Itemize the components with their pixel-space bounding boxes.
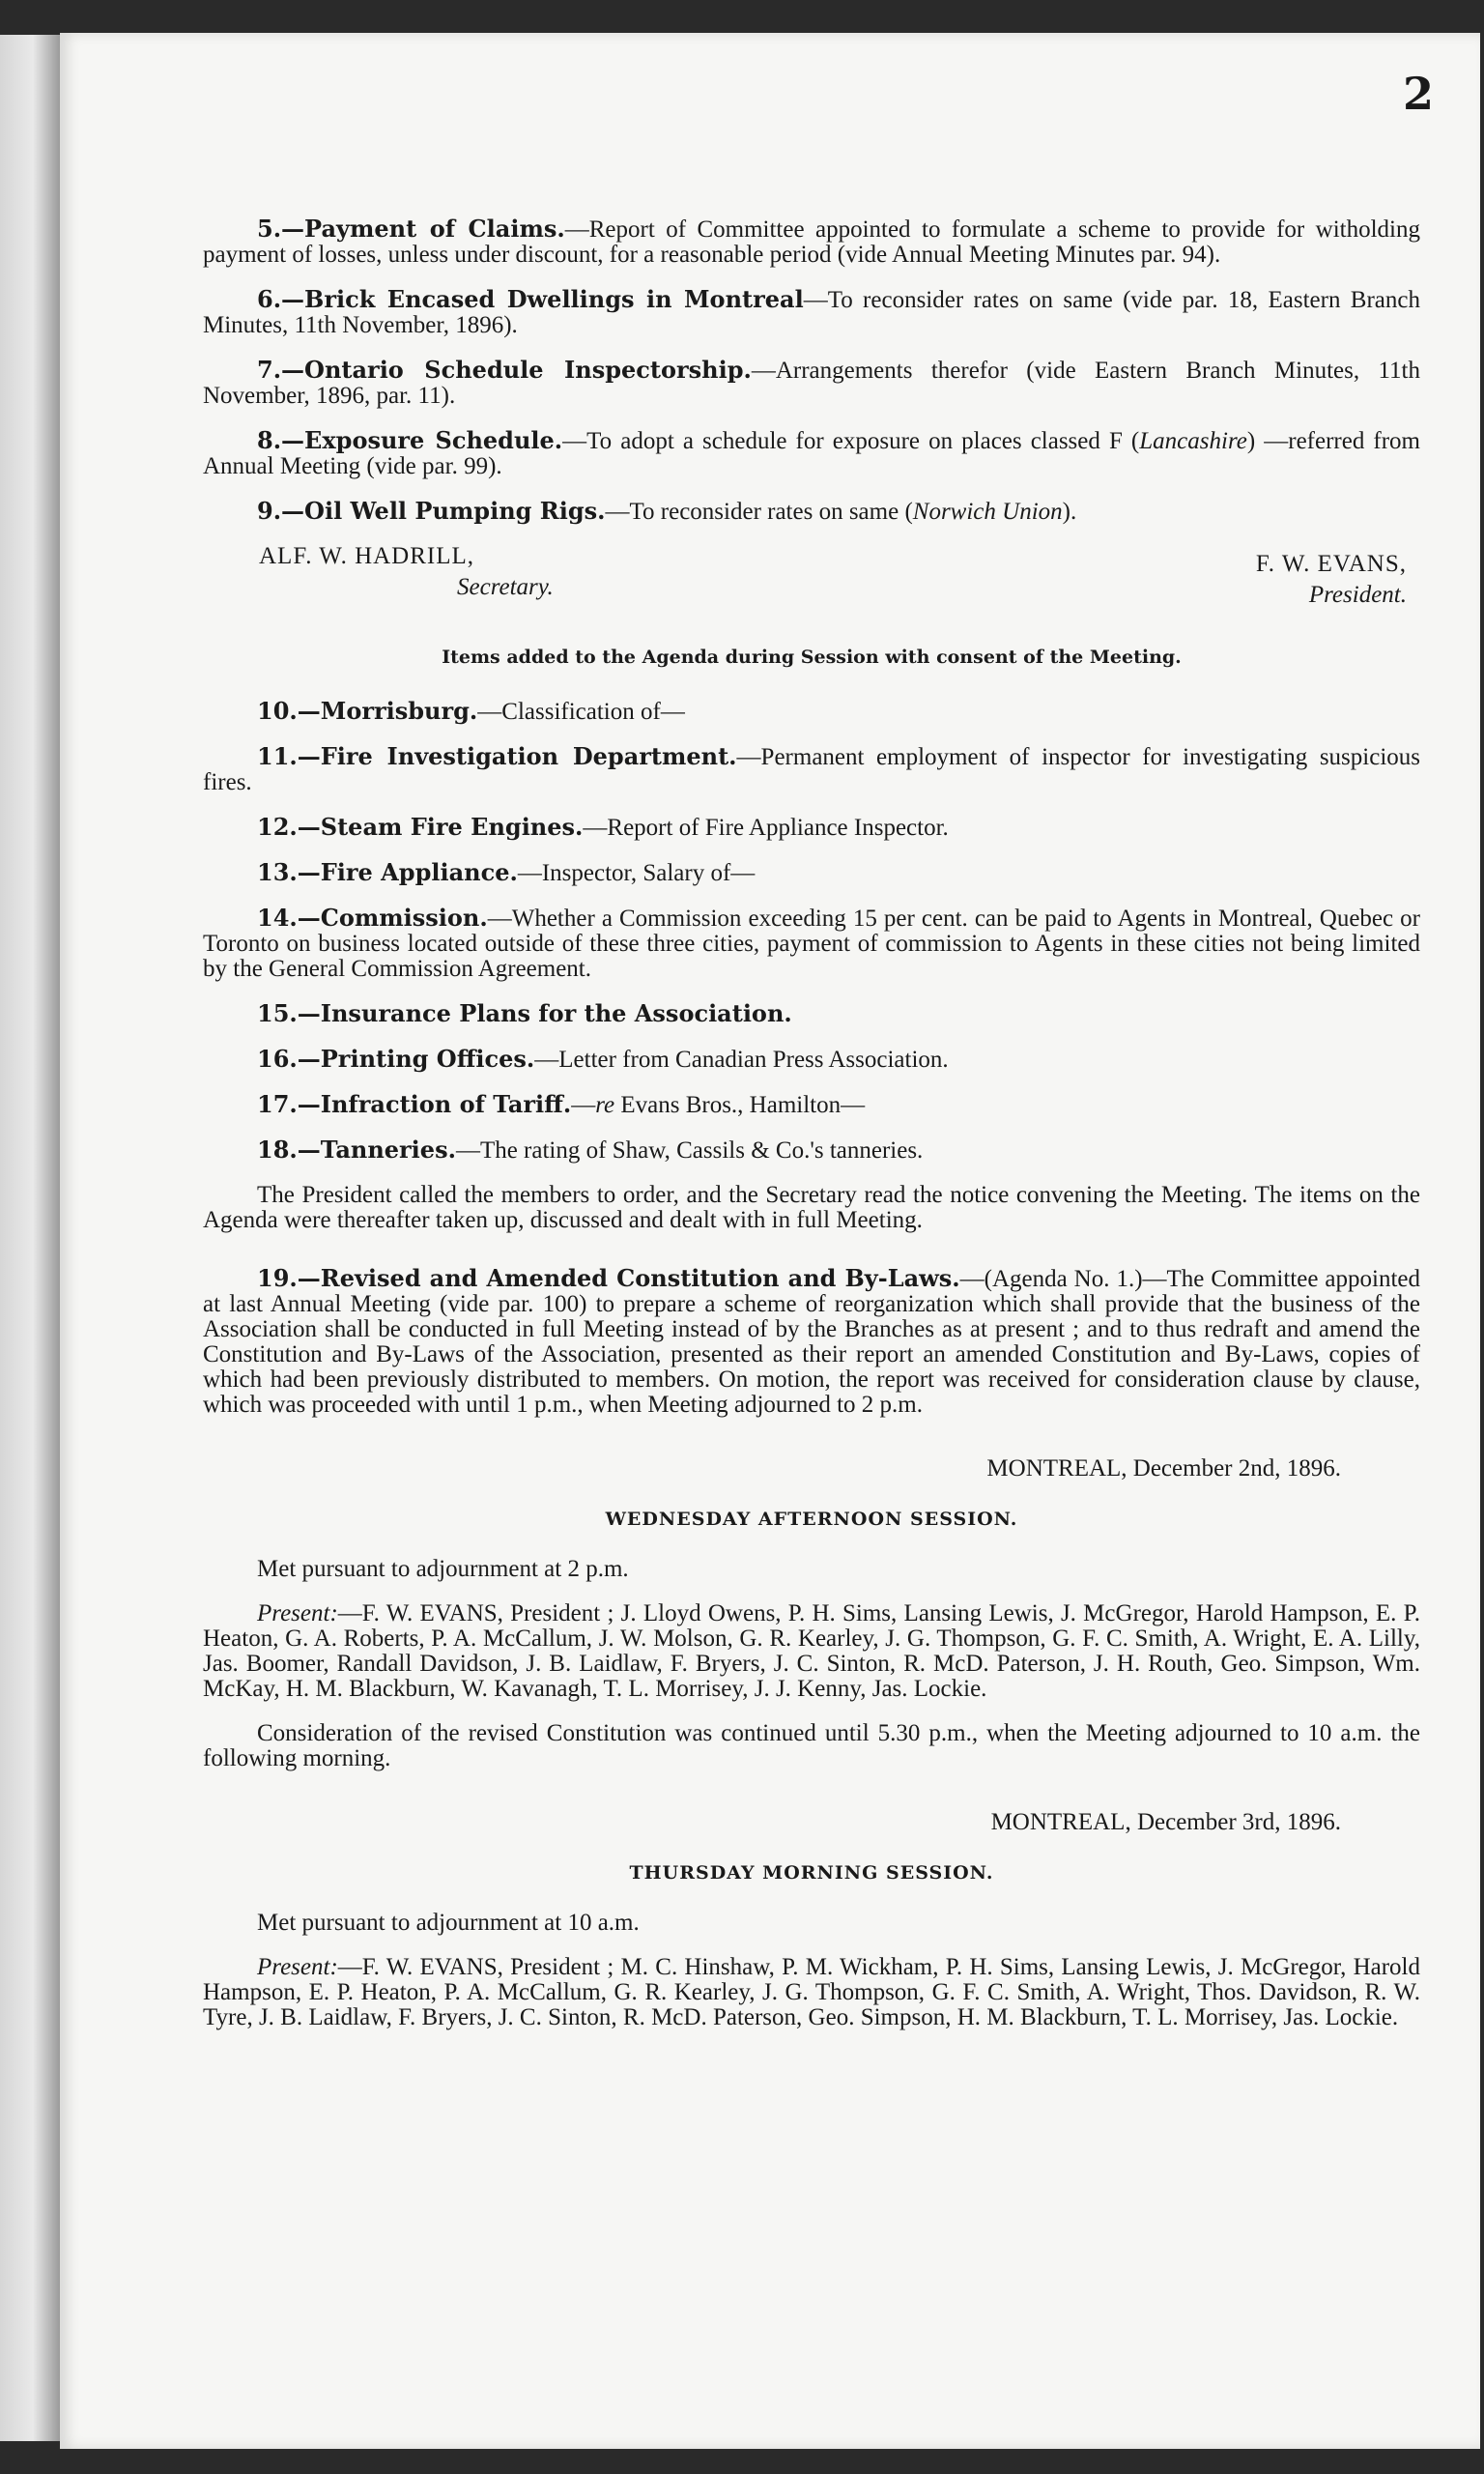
agenda-item-11: 11.—Fire Investigation Department.—Permanent employment of inspector for investigating suspicious fires. — [203, 742, 1420, 795]
agenda-item-10: 10.—Morrisburg.—Classification of— — [257, 697, 685, 725]
president-called-paragraph: The President called the members to order, and the Secretary read the notice convening the Meeting. The items on the Agenda were thereafter taken up, discussed and dealt with in full Meeting. — [203, 1182, 1420, 1233]
president-title: President. — [1308, 582, 1407, 608]
agenda-item-18: 18.—Tanneries.—The rating of Shaw, Cassils & Co.'s tanneries. — [257, 1136, 924, 1164]
agenda-item-17: 17.—Infraction of Tariff.—re Evans Bros., Hamilton— — [257, 1090, 866, 1118]
agenda-item-16: 16.—Printing Offices.—Letter from Canadian Press Association. — [257, 1045, 949, 1073]
agenda-item-5: 5.—Payment of Claims.—Report of Committee appointed to formulate a scheme to provide for witholding payment of losses, unless under discount, for a reasonable period (vide Annual Meeting Minutes par. 94). — [203, 215, 1420, 268]
president-signature — [1088, 552, 1407, 608]
signature-block — [203, 544, 1420, 629]
agenda-item-6: 6.—Brick Encased Dwellings in Montreal—To reconsider rates on same (vide par. 18, Eastern Branch Minutes, 11th November, 1896). — [203, 285, 1421, 338]
wednesday-session-heading: WEDNESDAY AFTERNOON SESSION. — [605, 1509, 1018, 1530]
agenda-item-19: 19.—Revised and Amended Constitution and By-Laws.—(Agenda No. 1.)—The Committee appointed at last Annual Meeting (vide par. 100) to prepare a scheme of reorganization which shall provide that the business of the Association shall be conducted in full Meeting instead of by the Branches as at present ; and to thus redraft and amend the Constitution and By-Laws of the Association, presented as their report an amended Constitution and By-Laws, copies of which had been previously distributed to members. On motion, the report was received for consideration clause by clause, which was proceeded with until 1 p.m., when Meeting adjourned to 2 p.m. — [203, 1264, 1420, 1418]
secretary-signature — [259, 544, 645, 600]
page-content — [203, 216, 1420, 2050]
agenda-item-15: 15.—Insurance Plans for the Association. — [257, 999, 792, 1027]
thursday-met: Met pursuant to adjournment at 10 a.m. — [257, 1910, 640, 1936]
agenda-item-7: 7.—Ontario Schedule Inspectorship.—Arrangements therefor (vide Eastern Branch Minutes, 11th November, 1896, par. 11). — [203, 356, 1420, 409]
thursday-dateline: MONTREAL, December 3rd, 1896. — [990, 1809, 1341, 1835]
agenda-item-8: 8.—Exposure Schedule.—To adopt a schedule for exposure on places classed F (Lancashire) —referred from Annual Meeting (vide par. 99). — [203, 426, 1420, 479]
wednesday-met: Met pursuant to adjournment at 2 p.m. — [257, 1556, 629, 1582]
wednesday-present: Present:—F. W. EVANS, President ; J. Lloyd Owens, P. H. Sims, Lansing Lewis, J. McGregor, Harold Hampson, E. P. Heaton, G. A. Roberts, P. A. McCallum, J. W. Molson, G. R. Kearley, J. G. Thompson, G. F. C. Smith, A. Wright, E. A. Lilly, Jas. Boomer, Randall Davidson, J. B. Laidlaw, F. Bryers, J. C. Sinton, R. McD. Paterson, J. H. Routh, Geo. Simpson, Wm. McKay, H. M. Blackburn, W. Kavanagh, T. L. Morrisey, J. J. Kenny, Jas. Lockie. — [203, 1600, 1420, 1702]
agenda-item-9: 9.—Oil Well Pumping Rigs.—To reconsider rates on same (Norwich Union). — [257, 497, 1077, 525]
president-name: F. W. EVANS, — [1255, 551, 1407, 577]
secretary-name: ALF. W. HADRILL, — [259, 543, 475, 569]
wednesday-consideration: Consideration of the revised Constitution was continued until 5.30 p.m., when the Meeting adjourned to 10 a.m. the following morning. — [203, 1720, 1420, 1771]
added-items-heading: Items added to the Agenda during Session with consent of the Meeting. — [442, 647, 1182, 668]
document-page — [60, 33, 1480, 2449]
thursday-present: Present:—F. W. EVANS, President ; M. C. Hinshaw, P. M. Wickham, P. H. Sims, Lansing Lewis, J. McGregor, Harold Hampson, E. P. Heaton, P. A. McCallum, G. R. Kearley, J. G. Thompson, G. F. C. Smith, A. Wright, Thos. Davidson, R. W. Tyre, J. B. Laidlaw, F. Bryers, J. C. Sinton, R. McD. Paterson, Geo. Simpson, H. M. Blackburn, T. L. Morrisey, Jas. Lockie. — [203, 1954, 1420, 2030]
wednesday-dateline: MONTREAL, December 2nd, 1896. — [986, 1455, 1341, 1482]
agenda-item-12: 12.—Steam Fire Engines.—Report of Fire Appliance Inspector. — [257, 813, 949, 841]
page-number: 2 — [1402, 68, 1434, 120]
facing-page-edge — [0, 35, 60, 2441]
agenda-item-13: 13.—Fire Appliance.—Inspector, Salary of— — [257, 858, 756, 886]
secretary-title: Secretary. — [457, 574, 554, 600]
thursday-session-heading: THURSDAY MORNING SESSION. — [629, 1862, 994, 1884]
agenda-item-14: 14.—Commission.—Whether a Commission exceeding 15 per cent. can be paid to Agents in Montreal, Quebec or Toronto on business located outside of these three cities, payment of commission to Agents in these cities not being limited by the General Commission Agreement. — [203, 904, 1420, 982]
